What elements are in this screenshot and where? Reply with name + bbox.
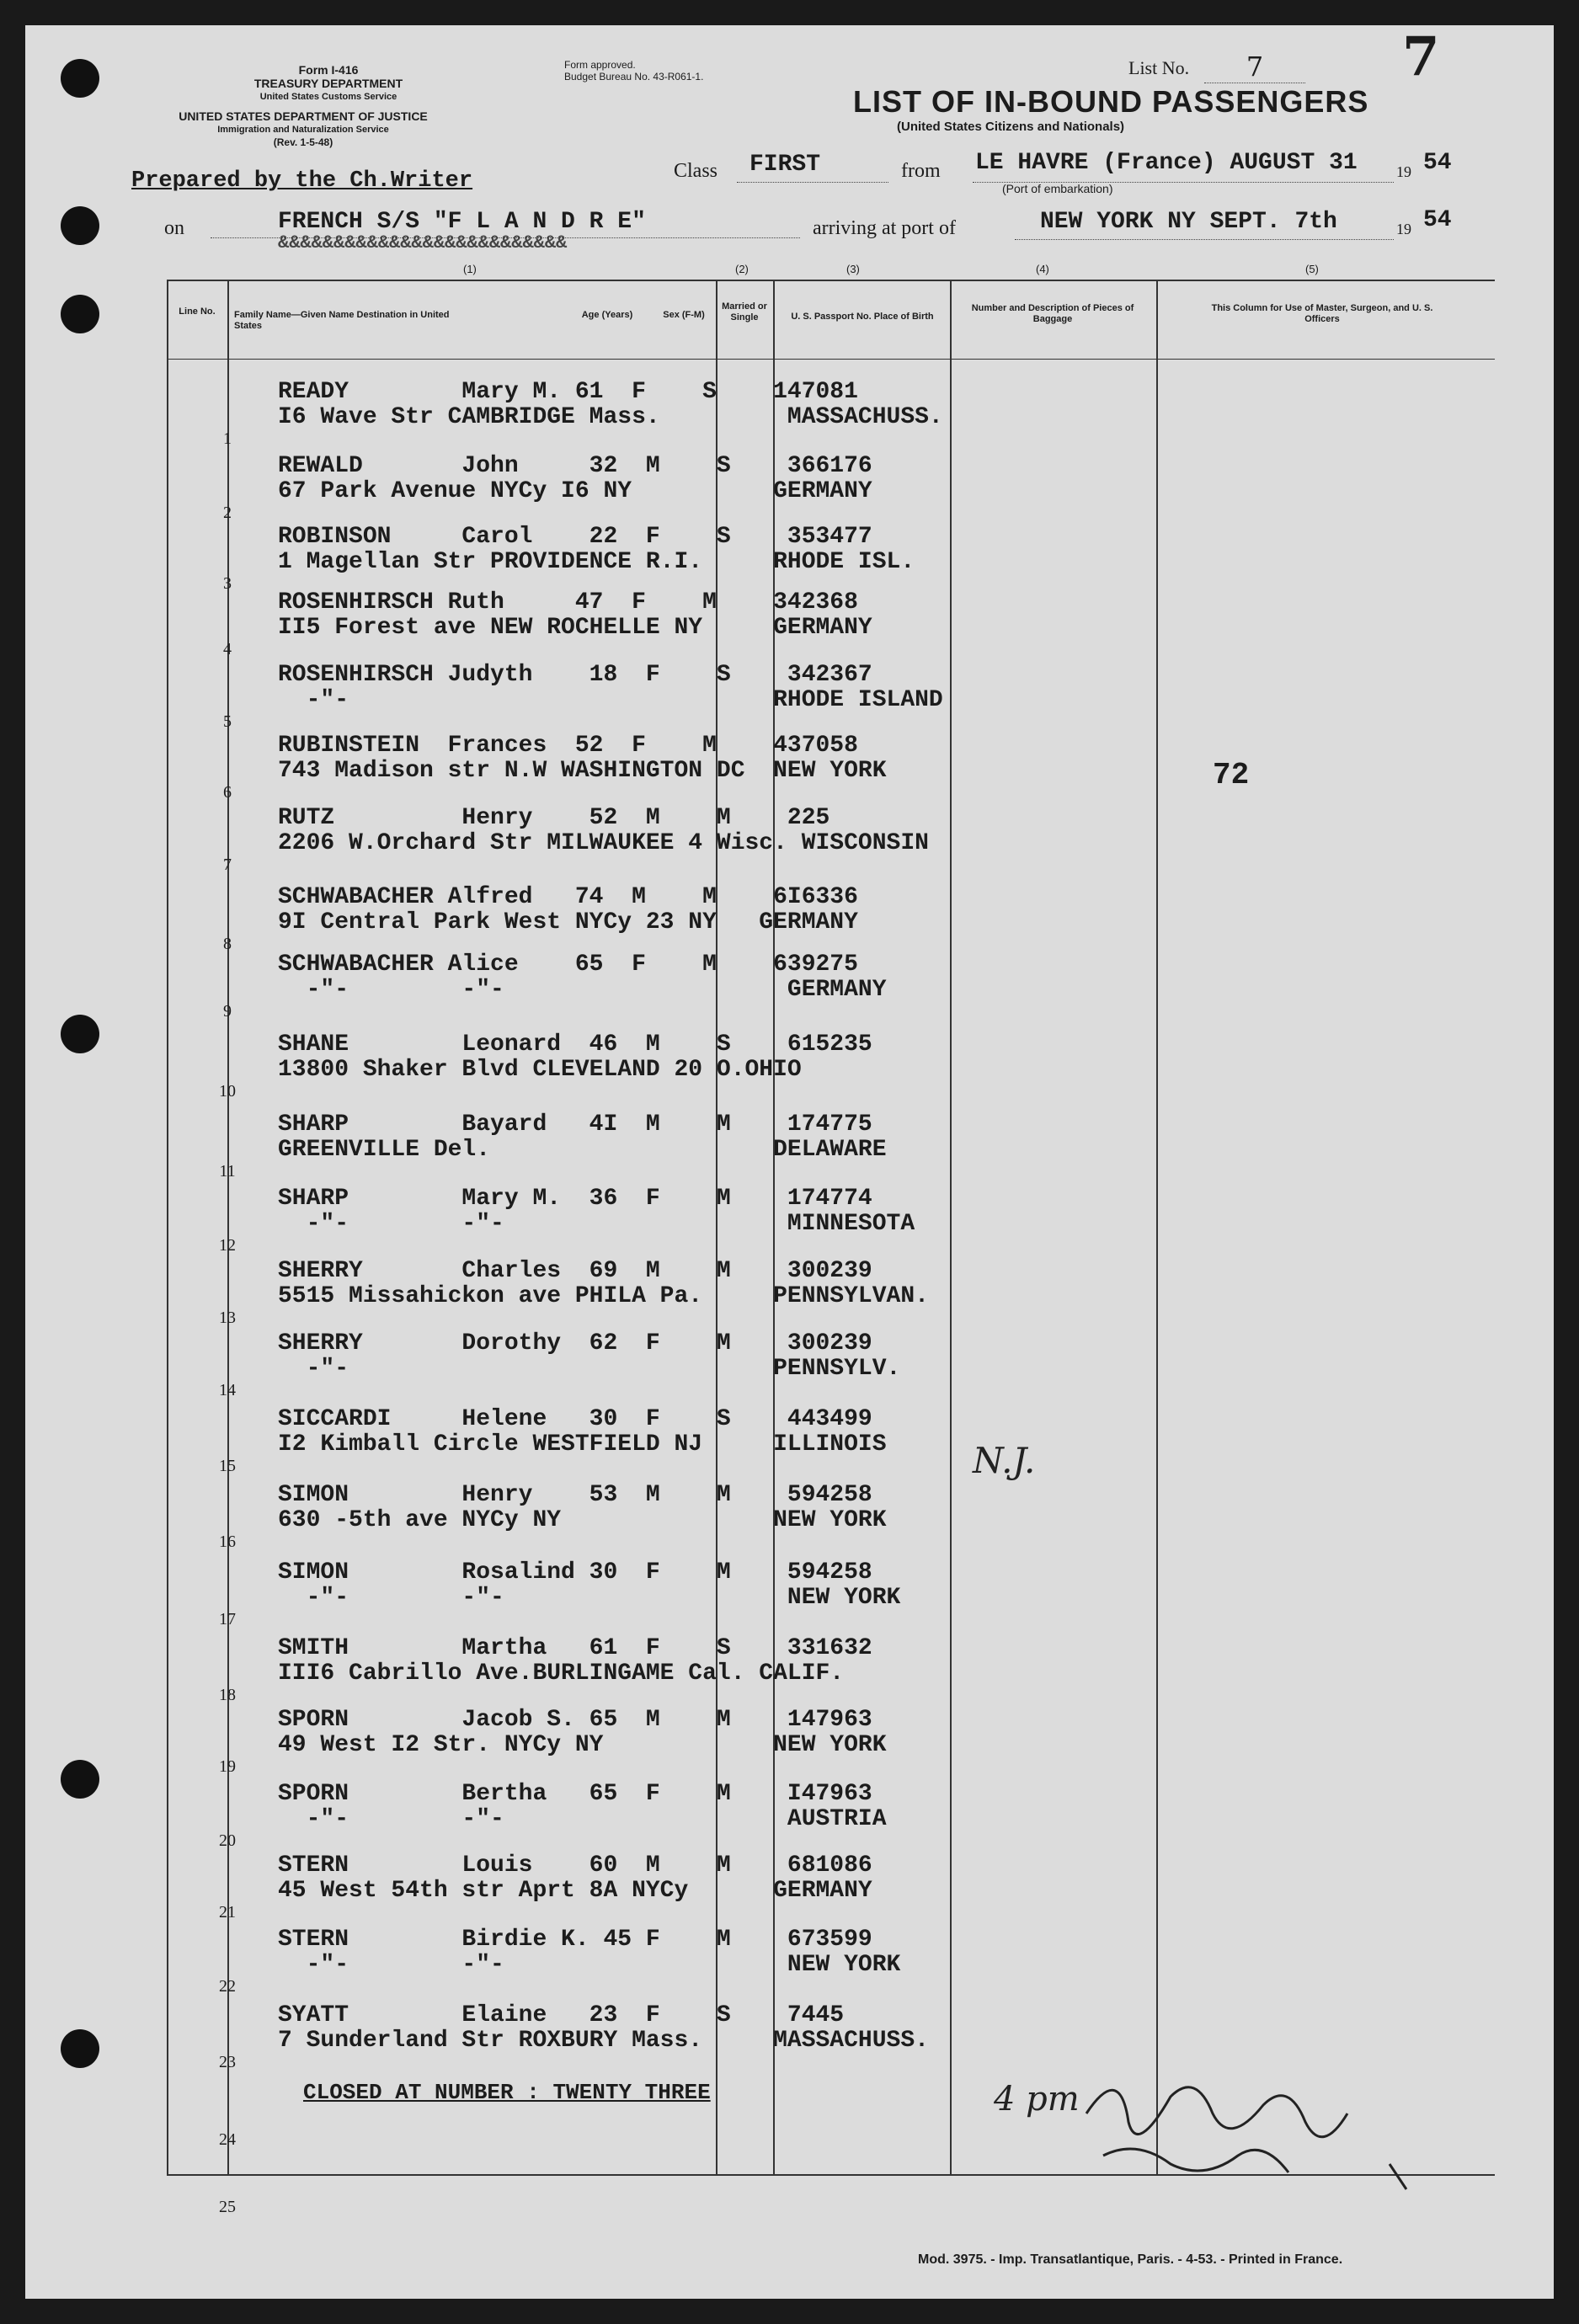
row-name-line: STERN Birdie K. 45 F M 673599 bbox=[278, 1927, 872, 1953]
line-number: 2 bbox=[223, 504, 232, 522]
row-destination-line: 630 -5th ave NYCy NY NEW YORK bbox=[278, 1507, 887, 1533]
officer-mark: 72 bbox=[1213, 758, 1250, 792]
row-name-line: SCHWABACHER Alice 65 F M 639275 bbox=[278, 951, 858, 978]
row-name-line: SHANE Leonard 46 M S 615235 bbox=[278, 1031, 872, 1058]
list-no-label: List No. bbox=[1128, 57, 1190, 78]
binder-hole bbox=[61, 295, 99, 333]
row-destination-line: 7 Sunderland Str ROXBURY Mass. MASSACHUSS. bbox=[278, 2028, 929, 2054]
row-name-line: STERN Louis 60 M M 681086 bbox=[278, 1852, 872, 1879]
row-destination-line: -"- RHODE ISLAND bbox=[278, 687, 943, 713]
row-destination-line: 9I Central Park West NYCy 23 NY GERMANY bbox=[278, 909, 858, 935]
year-value-2: 54 bbox=[1423, 207, 1452, 233]
list-no-value: 7 bbox=[1246, 51, 1264, 83]
line-number: 19 bbox=[219, 1757, 236, 1776]
page-subtitle: (United States Citizens and Nationals) bbox=[897, 120, 1125, 134]
row-name-line: ROSENHIRSCH Judyth 18 F S 342367 bbox=[278, 662, 872, 688]
row-destination-line: -"- -"- AUSTRIA bbox=[278, 1806, 887, 1832]
customs-service: United States Customs Service bbox=[259, 92, 397, 102]
row-name-line: SIMON Henry 53 M M 594258 bbox=[278, 1482, 872, 1508]
row-destination-line: -"- -"- MINNESOTA bbox=[278, 1211, 915, 1237]
col-num-1: (1) bbox=[463, 263, 477, 275]
binder-hole bbox=[61, 1760, 99, 1799]
col-header-line-no: Line No. bbox=[179, 306, 216, 317]
class-label: Class bbox=[674, 160, 718, 182]
row-destination-line: -"- -"- NEW YORK bbox=[278, 1585, 901, 1611]
year-prefix-1: 19 bbox=[1396, 163, 1411, 180]
row-name-line: REWALD John 32 M S 366176 bbox=[278, 453, 872, 479]
row-name-line: SPORN Bertha 65 F M I47963 bbox=[278, 1781, 872, 1807]
ins-service: Immigration and Naturalization Service bbox=[217, 125, 389, 135]
page-title: LIST OF IN-BOUND PASSENGERS bbox=[853, 84, 1369, 119]
binder-hole bbox=[61, 2029, 99, 2068]
row-name-line: SHERRY Charles 69 M M 300239 bbox=[278, 1258, 872, 1284]
line-number: 14 bbox=[219, 1381, 236, 1399]
line-number: 15 bbox=[219, 1457, 236, 1475]
handwritten-time: 4 pm bbox=[994, 2080, 1080, 2119]
row-name-line: SYATT Elaine 23 F S 7445 bbox=[278, 2002, 845, 2028]
line-number: 13 bbox=[219, 1309, 236, 1327]
line-number: 20 bbox=[219, 1831, 236, 1850]
row-destination-line: 49 West I2 Str. NYCy NY NEW YORK bbox=[278, 1732, 887, 1758]
year-value-1: 54 bbox=[1423, 150, 1452, 176]
row-name-line: SHARP Mary M. 36 F M 174774 bbox=[278, 1186, 872, 1212]
row-name-line: RUTZ Henry 52 M M 225 bbox=[278, 805, 830, 831]
col-header-age: Age (Years) bbox=[581, 310, 633, 320]
binder-hole bbox=[61, 59, 99, 98]
line-number: 6 bbox=[223, 783, 232, 802]
col-num-2: (2) bbox=[735, 263, 749, 275]
line-number: 11 bbox=[219, 1162, 236, 1181]
from-label: from bbox=[901, 160, 941, 182]
line-number: 22 bbox=[219, 1977, 236, 1996]
revision: (Rev. 1-5-48) bbox=[273, 136, 333, 148]
col-header-name: Family Name—Given Name Destination in United States bbox=[234, 310, 450, 331]
row-name-line: SHARP Bayard 4I M M 174775 bbox=[278, 1111, 872, 1138]
line-number: 23 bbox=[219, 2053, 236, 2071]
line-number: 8 bbox=[223, 935, 232, 953]
officer-signature bbox=[1070, 2063, 1423, 2198]
arriving-label: arriving at port of bbox=[813, 217, 956, 239]
row-destination-line: 1 Magellan Str PROVIDENCE R.I. RHODE ISL. bbox=[278, 549, 915, 575]
line-number: 3 bbox=[223, 574, 232, 593]
line-number: 1 bbox=[223, 429, 232, 448]
row-destination-line: -"- PENNSYLV. bbox=[278, 1356, 901, 1382]
row-destination-line: 5515 Missahickon ave PHILA Pa. PENNSYLVAN. bbox=[278, 1283, 929, 1309]
manifest-page bbox=[25, 25, 1554, 2299]
row-destination-line: 2206 W.Orchard Str MILWAUKEE 4 Wisc. WISCONSIN bbox=[278, 830, 929, 856]
row-name-line: SHERRY Dorothy 62 F M 300239 bbox=[278, 1330, 872, 1357]
row-destination-line: -"- -"- NEW YORK bbox=[278, 1952, 901, 1978]
col-header-passport: U. S. Passport No. Place of Birth bbox=[791, 312, 934, 322]
ship-name: FRENCH S/S "F L A N D R E" bbox=[278, 209, 646, 235]
budget-bureau: Budget Bureau No. 43-R061-1. bbox=[564, 71, 704, 83]
class-value: FIRST bbox=[749, 152, 821, 178]
col-num-5: (5) bbox=[1305, 263, 1319, 275]
row-name-line: READY Mary M. 61 F S 147081 bbox=[278, 379, 858, 405]
line-number: 7 bbox=[223, 856, 232, 874]
row-destination-line: GREENVILLE Del. DELAWARE bbox=[278, 1137, 887, 1163]
on-label: on bbox=[164, 217, 184, 239]
row-name-line: ROBINSON Carol 22 F S 353477 bbox=[278, 524, 872, 550]
printer-footer: Mod. 3975. - Imp. Transatlantique, Paris. - 4-53. - Printed in France. bbox=[918, 2252, 1343, 2267]
arrival-port: NEW YORK NY SEPT. 7th bbox=[1040, 209, 1337, 235]
row-name-line: SICCARDI Helene 30 F S 443499 bbox=[278, 1406, 872, 1432]
line-number: 25 bbox=[219, 2198, 236, 2216]
line-number: 10 bbox=[219, 1082, 236, 1101]
binder-hole bbox=[61, 206, 99, 245]
row-name-line: ROSENHIRSCH Ruth 47 F M 342368 bbox=[278, 589, 858, 616]
form-number: Form I-416 bbox=[298, 63, 359, 77]
col-num-3: (3) bbox=[846, 263, 860, 275]
list-no-corner: 7 bbox=[1402, 25, 1440, 88]
row-destination-line: 45 West 54th str Aprt 8A NYCy GERMANY bbox=[278, 1878, 872, 1904]
form-approved: Form approved. bbox=[564, 59, 636, 71]
row-destination-line: I2 Kimball Circle WESTFIELD NJ ILLINOIS bbox=[278, 1431, 887, 1458]
line-number: 5 bbox=[223, 712, 232, 731]
binder-hole bbox=[61, 1015, 99, 1053]
row-destination-line: 743 Madison str N.W WASHINGTON DC NEW YORK bbox=[278, 758, 887, 784]
row-name-line: CLOSED AT NUMBER : TWENTY THREE bbox=[303, 2080, 711, 2105]
prepared-by: Prepared by the Ch.Writer bbox=[131, 168, 473, 194]
row-name-line: SMITH Martha 61 F S 331632 bbox=[278, 1635, 872, 1661]
row-destination-line: III6 Cabrillo Ave.BURLINGAME Cal. CALIF. bbox=[278, 1660, 845, 1687]
line-number: 17 bbox=[219, 1610, 236, 1628]
row-destination-line: 13800 Shaker Blvd CLEVELAND 20 O.OHIO bbox=[278, 1057, 802, 1083]
row-name-line: SCHWABACHER Alfred 74 M M 6I6336 bbox=[278, 884, 858, 910]
col-num-4: (4) bbox=[1036, 263, 1049, 275]
row-name-line: RUBINSTEIN Frances 52 F M 437058 bbox=[278, 733, 858, 759]
row-destination-line: 67 Park Avenue NYCy I6 NY GERMANY bbox=[278, 478, 872, 504]
line-number: 18 bbox=[219, 1686, 236, 1704]
line-number: 16 bbox=[219, 1532, 236, 1551]
row-destination-line: I6 Wave Str CAMBRIDGE Mass. MASSACHUSS. bbox=[278, 404, 943, 430]
year-prefix-2: 19 bbox=[1396, 221, 1411, 237]
line-number: 12 bbox=[219, 1236, 236, 1255]
line-number: 24 bbox=[219, 2130, 236, 2149]
col-header-sex: Sex (F-M) bbox=[663, 310, 705, 320]
row-destination-line: -"- -"- GERMANY bbox=[278, 977, 887, 1003]
port-embarkation: LE HAVRE (France) AUGUST 31 bbox=[975, 150, 1358, 176]
line-number: 21 bbox=[219, 1903, 236, 1922]
handwritten-nj: N.J. bbox=[973, 1440, 1036, 1481]
row-destination-line: II5 Forest ave NEW ROCHELLE NY GERMANY bbox=[278, 615, 872, 641]
row-name-line: SIMON Rosalind 30 F M 594258 bbox=[278, 1559, 872, 1586]
port-caption: (Port of embarkation) bbox=[1002, 182, 1113, 195]
row-name-line: SPORN Jacob S. 65 M M 147963 bbox=[278, 1707, 872, 1733]
col-header-baggage: Number and Description of Pieces of Baggage bbox=[971, 303, 1134, 324]
col-header-officers: This Column for Use of Master, Surgeon, and U. S. Officers bbox=[1211, 303, 1433, 324]
line-number: 4 bbox=[223, 640, 232, 658]
col-header-married: Married or Single bbox=[722, 301, 767, 322]
line-number: 9 bbox=[223, 1002, 232, 1021]
justice-dept: UNITED STATES DEPARTMENT OF JUSTICE bbox=[179, 109, 428, 123]
treasury-dept: TREASURY DEPARTMENT bbox=[253, 77, 403, 90]
ship-strikeout: &&&&&&&&&&&&&&&&&&&&&&&&&& bbox=[278, 232, 568, 253]
